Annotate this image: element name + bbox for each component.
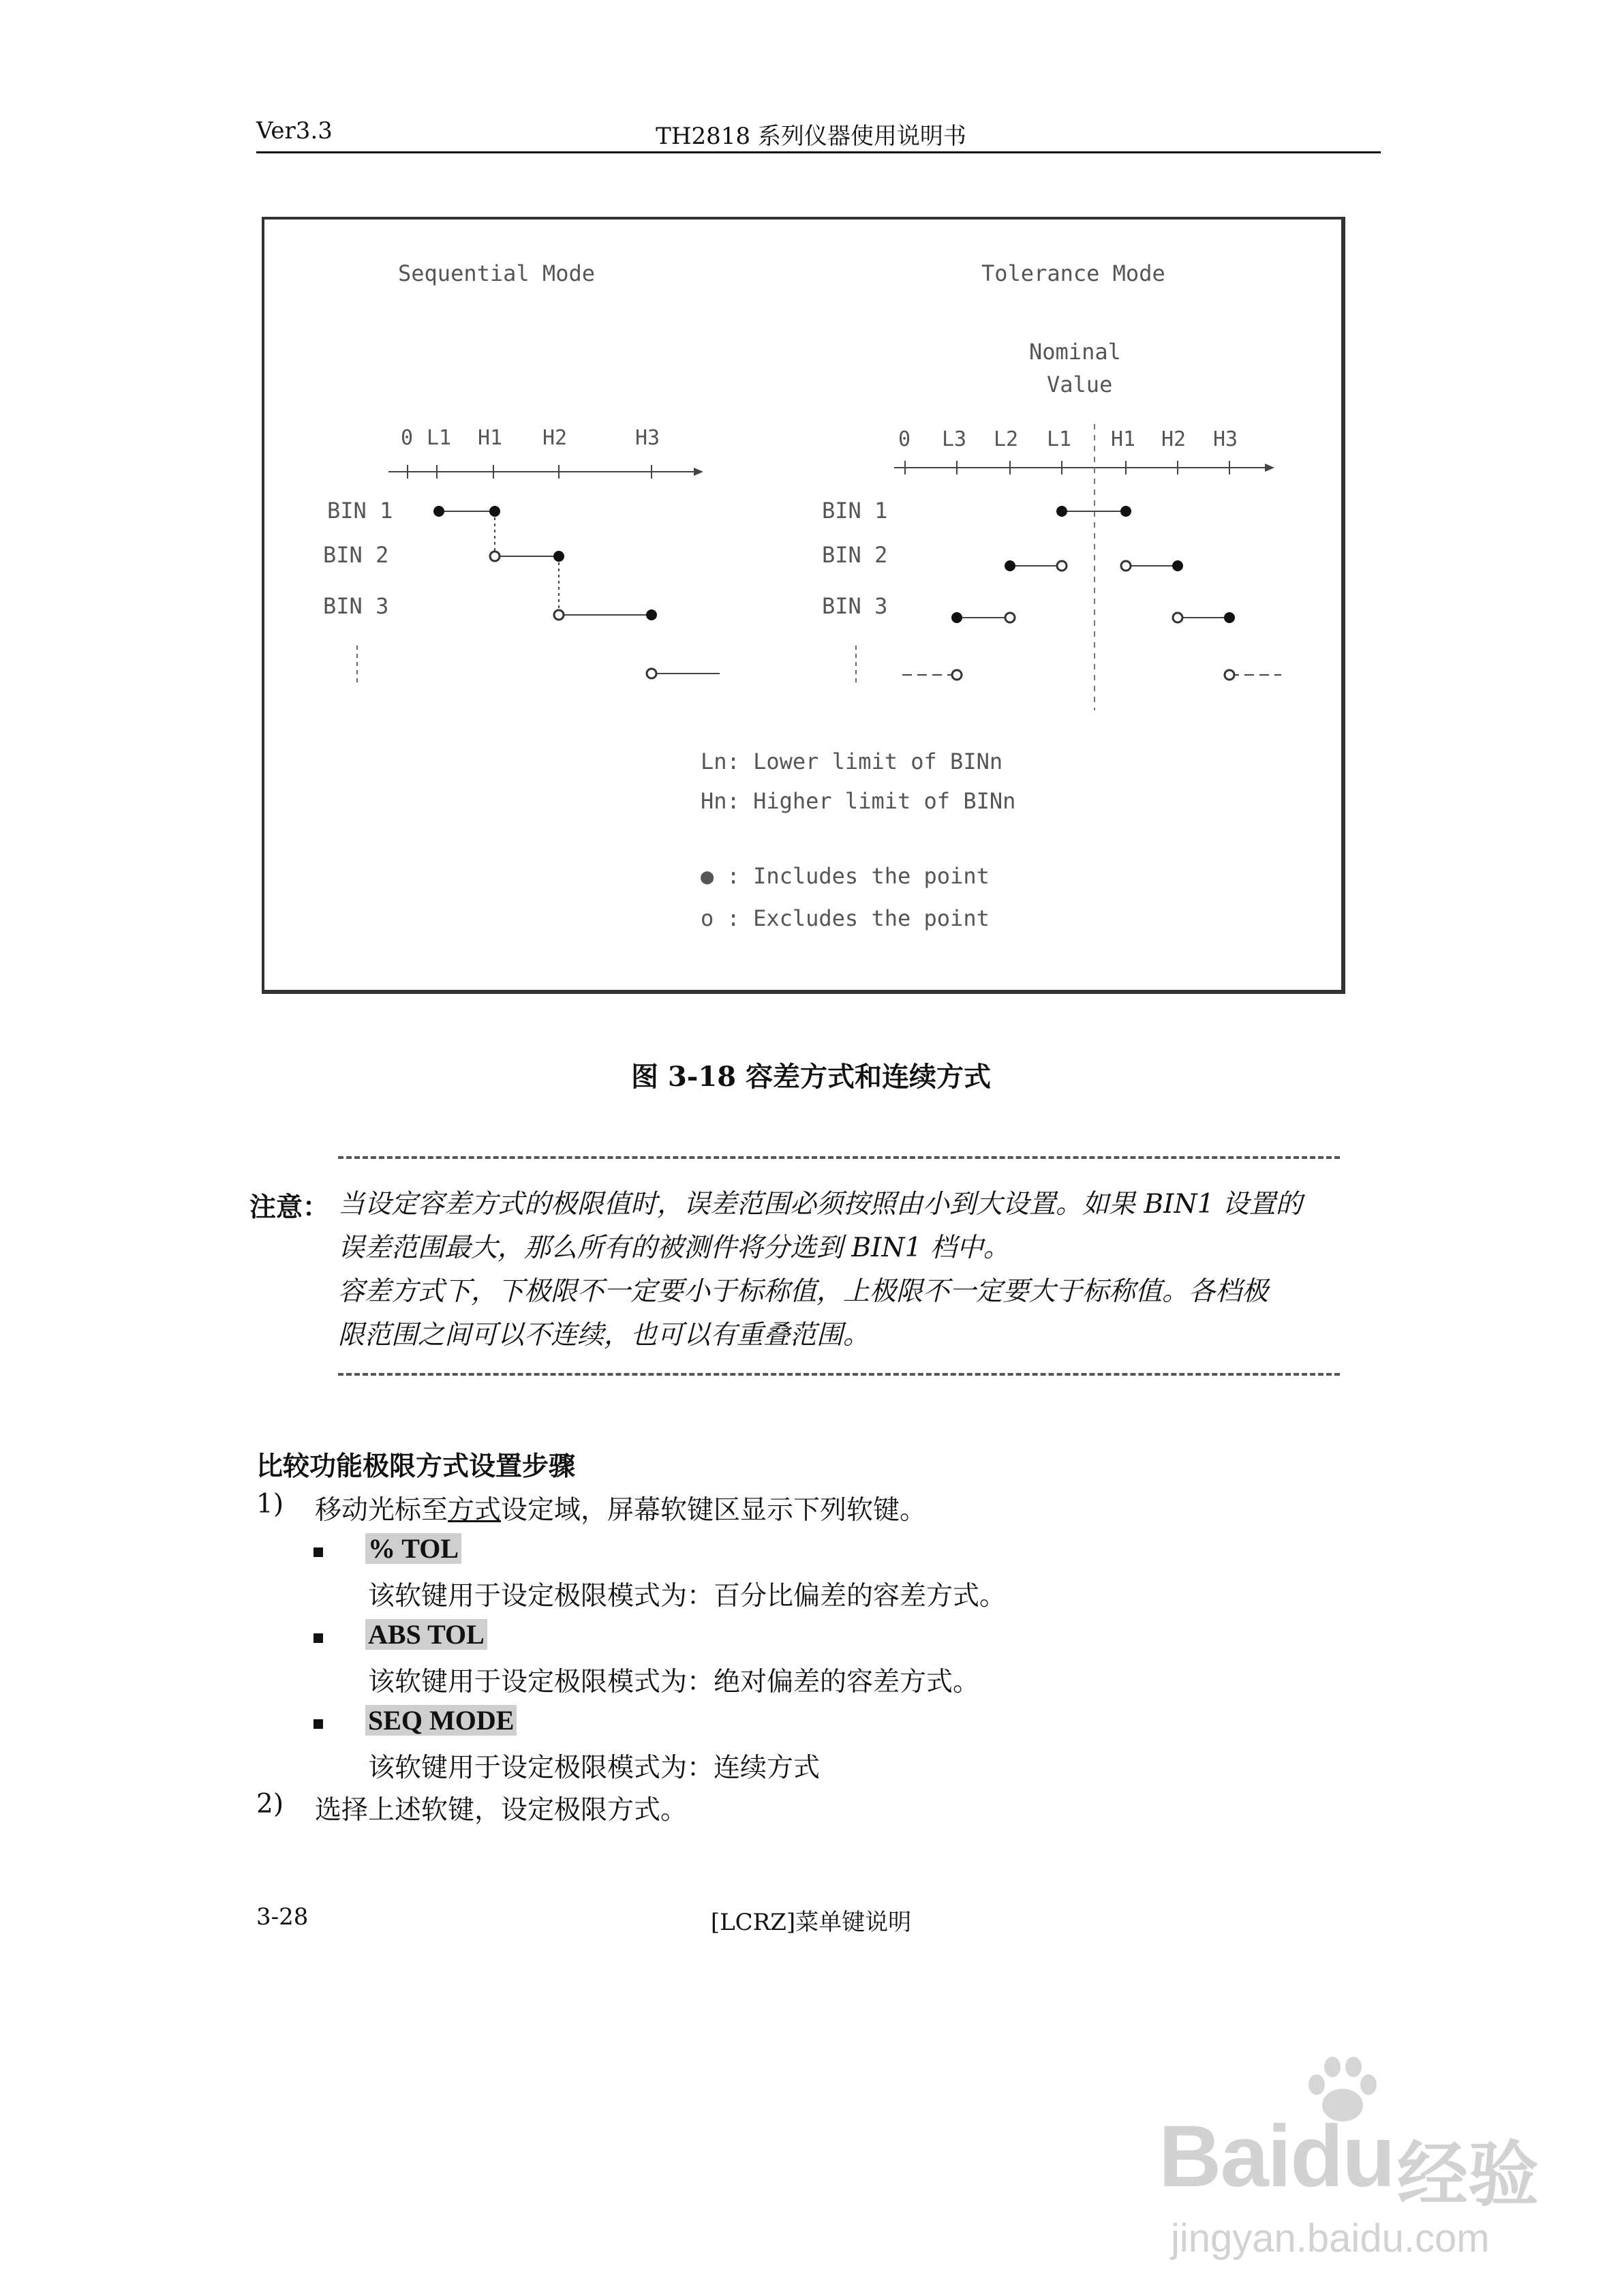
step1-number: 1) — [256, 1489, 284, 1520]
note-line-2: 误差范围最大，那么所有的被测件将分选到 BIN1 档中。 — [338, 1233, 1010, 1263]
sequential-title: Sequential Mode — [398, 260, 595, 286]
step1-field-name: 方式 — [448, 1495, 502, 1526]
bullet-icon — [313, 1547, 323, 1557]
watermark-url: jingyan.baidu.com — [1171, 2216, 1490, 2261]
note-line-4: 限范围之间可以不连续，也可以有重叠范围。 — [338, 1320, 870, 1350]
figure-caption: 图 3-18 容差方式和连续方式 — [631, 1061, 991, 1093]
nominal-label-1: Nominal — [1029, 339, 1121, 365]
seq-overflow-start — [647, 669, 656, 678]
tol-tick-l3: L3 — [942, 427, 967, 451]
figure-box — [262, 217, 1345, 994]
tol-tick-h3: H3 — [1213, 427, 1238, 451]
softkey-seq-mode-label: SEQ MODE — [365, 1705, 517, 1736]
tol-bin1-low — [1056, 506, 1067, 517]
seq-bin1-label: BIN 1 — [327, 498, 393, 524]
softkey-abs-tol-desc: 该软键用于设定极限模式为：绝对偏差的容差方式。 — [368, 1667, 980, 1697]
seq-tick-h2: H2 — [542, 426, 568, 450]
seq-bin2-start — [490, 552, 500, 561]
seq-bin2-end — [553, 551, 564, 562]
softkey-seq-mode — [365, 1704, 517, 1736]
watermark-cn: 经验 — [1397, 2133, 1540, 2216]
bin-mode-diagram — [264, 220, 1341, 990]
tol-axis-arrow — [1265, 464, 1274, 472]
tol-bin2-high-start — [1121, 561, 1131, 571]
tol-bin1-label: BIN 1 — [822, 498, 888, 524]
header-version: Ver3.3 — [256, 117, 333, 145]
tol-underflow-end — [952, 670, 962, 680]
step1-text — [315, 1489, 926, 1527]
softkey-abs-tol — [365, 1618, 487, 1650]
bullet-icon — [313, 1633, 323, 1643]
bullet-icon — [313, 1719, 323, 1729]
softkey-seq-mode-desc: 该软键用于设定极限模式为：连续方式 — [368, 1753, 821, 1783]
seq-bin3-label: BIN 3 — [323, 593, 389, 619]
tol-bin2-low-end — [1057, 561, 1067, 571]
seq-tick-h1: H1 — [478, 426, 503, 450]
step1-pre: 移动光标至 — [315, 1495, 448, 1526]
tol-tick-h2: H2 — [1161, 427, 1187, 451]
seq-axis-arrow — [694, 468, 703, 476]
header-title: TH2818 系列仪器使用说明书 — [656, 123, 966, 150]
tol-bin1-high — [1120, 506, 1131, 517]
note-line-3: 容差方式下，下极限不一定要小于标称值，上极限不一定要大于标称值。各档极 — [338, 1276, 1269, 1307]
tol-bin3-high-start — [1173, 613, 1182, 622]
tol-bin3-low-end — [1005, 613, 1015, 622]
seq-bin3-end — [646, 609, 657, 620]
tol-bin2-high-end — [1172, 560, 1183, 571]
note-top-rule — [338, 1156, 1340, 1159]
legend-ln: Ln: Lower limit of BINn — [701, 749, 1003, 774]
legend-excludes: o : Excludes the point — [701, 905, 990, 931]
seq-bin1-end — [489, 506, 500, 517]
nominal-label-2: Value — [1047, 372, 1113, 397]
tol-tick-l2: L2 — [994, 427, 1019, 451]
softkey-pct-tol — [365, 1532, 461, 1565]
step1-post: 设定域，屏幕软键区显示下列软键。 — [501, 1495, 927, 1526]
seq-tick-l1: L1 — [427, 426, 452, 450]
tol-overflow-start — [1225, 670, 1234, 680]
step2-text: 选择上述软键，设定极限方式。 — [315, 1795, 688, 1826]
footer-title: [LCRZ]菜单键说明 — [710, 1909, 912, 1936]
tol-bin2-label: BIN 2 — [822, 542, 888, 568]
seq-bin2-label: BIN 2 — [323, 542, 389, 568]
tol-bin3-label: BIN 3 — [822, 593, 888, 619]
footer-page-number: 3-28 — [256, 1903, 309, 1931]
softkey-abs-tol-label: ABS TOL — [365, 1619, 487, 1650]
tol-tick-l1: L1 — [1047, 427, 1072, 451]
section-heading: 比较功能极限方式设置步骤 — [256, 1451, 576, 1482]
seq-tick-0: 0 — [401, 426, 414, 450]
step2-number: 2) — [256, 1789, 284, 1819]
legend-hn: Hn: Higher limit of BINn — [701, 788, 1016, 814]
seq-bin1-start — [433, 506, 444, 517]
tol-tick-h1: H1 — [1111, 427, 1136, 451]
legend-includes: ● : Includes the point — [701, 863, 990, 889]
baidu-watermark — [1159, 2052, 1540, 2263]
tol-bin3-high-end — [1224, 612, 1235, 623]
softkey-pct-tol-label: % TOL — [365, 1533, 461, 1564]
watermark-brand: Baidu — [1159, 2108, 1394, 2205]
tol-bin2-low-start — [1005, 560, 1015, 571]
note-line-1: 当设定容差方式的极限值时，误差范围必须按照由小到大设置。如果 BIN1 设置的 — [338, 1189, 1302, 1220]
seq-tick-h3: H3 — [635, 426, 660, 450]
tolerance-title: Tolerance Mode — [981, 260, 1165, 286]
softkey-pct-tol-desc: 该软键用于设定极限模式为：百分比偏差的容差方式。 — [368, 1581, 1007, 1612]
header-rule — [256, 151, 1381, 153]
tol-tick-0: 0 — [898, 427, 911, 451]
note-body — [338, 1183, 1374, 1357]
note-bottom-rule — [338, 1373, 1340, 1376]
note-label: 注意： — [249, 1192, 330, 1223]
seq-bin3-start — [554, 610, 564, 620]
tol-bin3-low-start — [951, 612, 962, 623]
